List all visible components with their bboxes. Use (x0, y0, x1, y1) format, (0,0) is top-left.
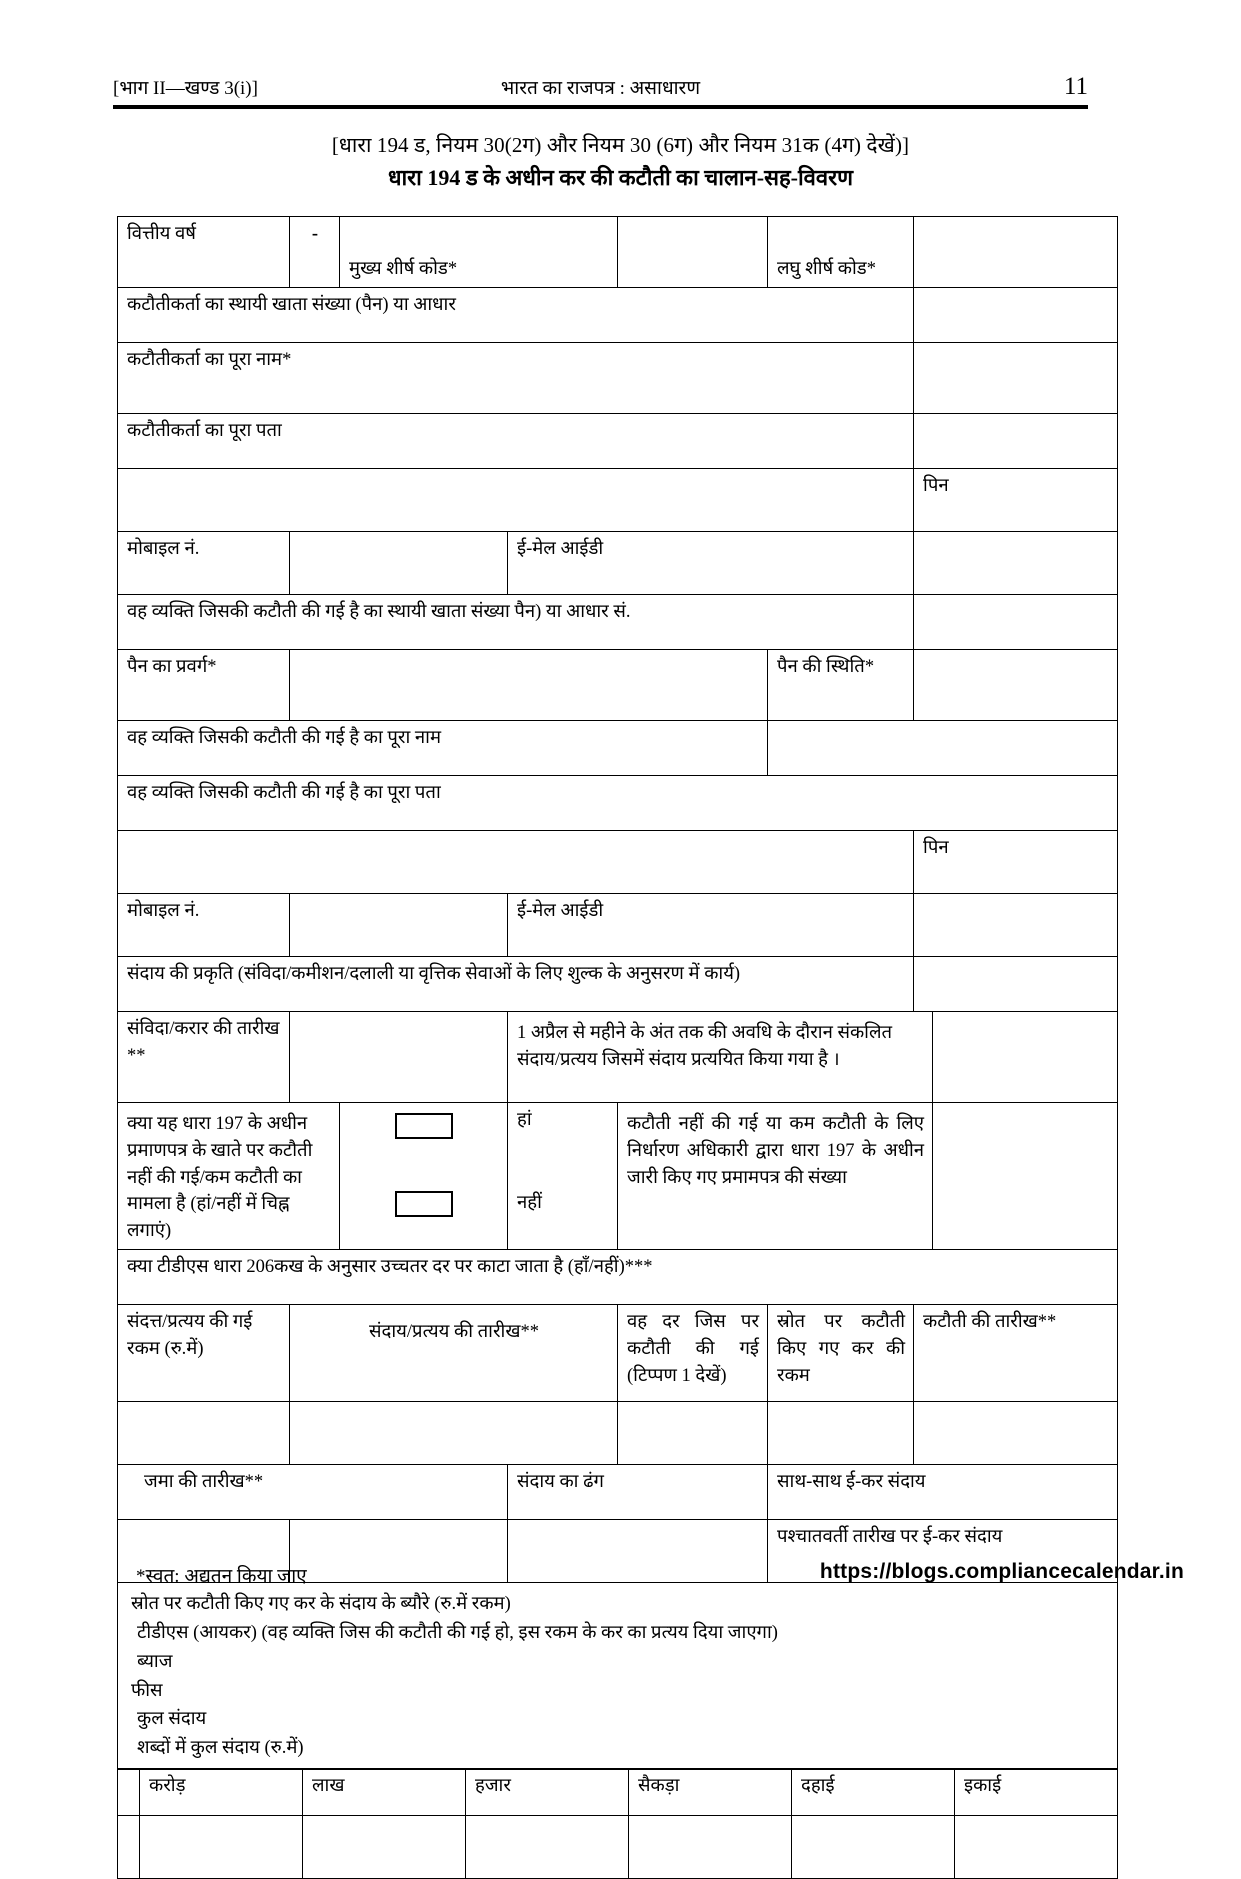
contract-date-input[interactable] (290, 1012, 508, 1103)
denomination-input-thousand[interactable] (466, 1816, 629, 1879)
denomination-header-tens: दहाई (792, 1769, 955, 1816)
sec197-cert-number-label: कटौती नहीं की गई या कम कटौती के लिए निर्धारण अधिकारी द्वारा धारा 197 के अधीन जारी किए गए प्रमामपत्र की संख्या (618, 1103, 933, 1250)
row-deductee-contact (118, 894, 1118, 957)
denomination-input-units[interactable] (955, 1816, 1118, 1879)
rate-tax-amount-input[interactable] (768, 1402, 914, 1465)
aggregate-payment-label: 1 अप्रैल से महीने के अंत तक की अवधि के दौरान संकलित संदाय/प्रत्यय जिसमें संदाय प्रत्ययित किया गया है । (508, 1012, 933, 1103)
header-divider-rule (113, 105, 1088, 109)
deductee-address-label: वह व्यक्ति जिसकी कटौती की गई है का पूरा पता (118, 776, 1118, 831)
deductor-name-label: कटौतीकर्ता का पूरा नाम* (118, 343, 914, 414)
payment-details-heading: स्रोत पर कटौती किए गए कर के संदाय के ब्यौरे (रु.में रकम) (131, 1594, 511, 1615)
nature-of-payment-label: संदाय की प्रकृति (संविदा/कमीशन/दलाली या वृत्तिक सेवाओं के लिए शुल्क के अनुसरण में कार्य) (118, 957, 914, 1012)
denomination-input-crore[interactable] (140, 1816, 303, 1879)
deductee-email-input[interactable] (914, 894, 1118, 957)
row-pan-category-status (118, 650, 1118, 721)
detail-line-interest: ब्याज (137, 1651, 173, 1672)
deductee-pan-input[interactable] (914, 595, 1118, 650)
sec206ab-label: क्या टीडीएस धारा 206कख के अनुसार उच्चतर दर पर काटा जाता है (हाँ/नहीं)*** (118, 1250, 1118, 1305)
sec197-checkbox-group (340, 1103, 508, 1250)
row-rate-table-values (118, 1402, 1118, 1465)
nature-of-payment-input[interactable] (914, 957, 1118, 1012)
denomination-header-lakh: लाख (303, 1769, 466, 1816)
deductor-email-label: ई-मेल आईडी (508, 532, 914, 595)
row-deductor-name (118, 343, 1118, 414)
deductor-address-input[interactable] (914, 414, 1118, 469)
row-deductee-pan (118, 595, 1118, 650)
rate-col-payment-date-header: संदाय/प्रत्यय की तारीख** (290, 1305, 618, 1402)
payment-mode-input[interactable] (508, 1520, 768, 1583)
rate-col-deduction-date-header: कटौती की तारीख** (914, 1305, 1118, 1402)
contract-date-label: संविदा/करार की तारीख ** (118, 1012, 290, 1103)
detail-line-tds: टीडीएस (आयकर) (वह व्यक्ति जिस की कटौती की गई हो, इस रकम के कर का प्रत्यय दिया जाएगा) (137, 1622, 778, 1643)
deductor-mobile-input[interactable] (290, 532, 508, 595)
denomination-header-hundred: सैकड़ा (629, 1769, 792, 1816)
deductor-pan-label: कटौतीकर्ता का स्थायी खाता संख्या (पैन) या आधार (118, 288, 914, 343)
sec197-cert-number-input[interactable] (933, 1103, 1118, 1250)
row-section197-question (118, 1103, 1118, 1250)
form-reference-line: [धारा 194 ड, नियम 30(2ग) और नियम 30 (6ग) और नियम 31क (4ग) देखें)] (331, 133, 910, 157)
deductor-name-input[interactable] (914, 343, 1118, 414)
row-deductor-pan (118, 288, 1118, 343)
rate-deduction-date-input[interactable] (914, 1402, 1118, 1465)
page-header (113, 74, 1088, 100)
amount-denomination-table (117, 1768, 1118, 1879)
deductee-pin-label: पिन (914, 831, 1118, 894)
denomination-header-crore: करोड़ (140, 1769, 303, 1816)
row-payment-details-block (118, 1583, 1118, 1770)
detail-line-total-in-words: शब्दों में कुल संदाय (रु.में) (137, 1738, 304, 1759)
deposit-date-input-2[interactable] (290, 1520, 508, 1583)
minor-head-code-input[interactable] (914, 217, 1118, 288)
header-part-section: [भाग II—खण्ड 3(i)] (113, 78, 258, 99)
deductee-name-input[interactable] (768, 721, 1118, 776)
minor-head-code-label: लघु शीर्ष कोड* (768, 217, 914, 288)
deductor-address-line2-input[interactable] (118, 469, 914, 532)
deductee-mobile-label: मोबाइल नं. (118, 894, 290, 957)
row-deductor-contact (118, 532, 1118, 595)
detail-line-fees: फीस (131, 1680, 163, 1701)
rate-col-tax-amount-header: स्रोत पर कटौती किए गए कर की रकम (768, 1305, 914, 1402)
denomination-input-tens[interactable] (792, 1816, 955, 1879)
subsequent-etax-label: पश्चातवर्ती तारीख पर ई-कर संदाय (768, 1520, 1118, 1583)
deductor-address-label: कटौतीकर्ता का पूरा पता (118, 414, 914, 469)
deductor-pin-label: पिन (914, 469, 1118, 532)
payment-details-container (118, 1583, 1118, 1770)
rate-rate-input[interactable] (618, 1402, 768, 1465)
row-contract-date-aggregate (118, 1012, 1118, 1103)
denomination-header-thousand: हजार (466, 1769, 629, 1816)
challan-form-table (117, 216, 1117, 1879)
detail-line-total-payment: कुल संदाय (137, 1709, 207, 1730)
denomination-header-units: इकाई (955, 1769, 1118, 1816)
simultaneous-etax-label: साथ-साथ ई-कर संदाय (768, 1465, 1118, 1520)
header-gazette-title: भारत का राजपत्र : असाधारण (500, 78, 701, 99)
pan-status-input[interactable] (914, 650, 1118, 721)
pan-status-label: पैन की स्थिति* (768, 650, 914, 721)
row-nature-of-payment (118, 957, 1118, 1012)
row-deductee-name (118, 721, 1118, 776)
deductee-email-label: ई-मेल आईडी (508, 894, 914, 957)
deductee-address-line2-input[interactable] (118, 831, 914, 894)
deductor-email-input[interactable] (914, 532, 1118, 595)
no-label: नहीं (517, 1192, 542, 1213)
deposit-date-label: जमा की तारीख** (118, 1465, 508, 1520)
denomination-input-lakh[interactable] (303, 1816, 466, 1879)
source-url: https://blogs.compliancecalendar.in (819, 1560, 1184, 1583)
year-separator: - (290, 217, 340, 288)
sec197-question-label: क्या यह धारा 197 के अधीन प्रमाणपत्र के खाते पर कटौती नहीं की गई/कम कटौती का मामला है (हां/नहीं में चिह्न लगाएं) (118, 1103, 340, 1250)
row-deductor-address (118, 414, 1118, 469)
footnote-auto-update: *स्वत: अद्यतन किया जाए (136, 1566, 307, 1587)
sec197-yes-no-labels (508, 1103, 618, 1250)
aggregate-payment-input[interactable] (933, 1012, 1118, 1103)
rate-payment-date-input[interactable] (290, 1402, 618, 1465)
row-section206ab (118, 1250, 1118, 1305)
rate-col-amount-paid-header: संदत्त/प्रत्यय की गई रकम (रु.में) (118, 1305, 290, 1402)
deductee-name-label: वह व्यक्ति जिसकी कटौती की गई है का पूरा नाम (118, 721, 768, 776)
deductee-pan-label: वह व्यक्ति जिसकी कटौती की गई है का स्थायी खाता संख्या पैन) या आधार सं. (118, 595, 914, 650)
row-financial-year (118, 217, 1118, 288)
rate-col-rate-header: वह दर जिस पर कटौती की गई (टिप्पण 1 देखें) (618, 1305, 768, 1402)
pan-category-input[interactable] (290, 650, 768, 721)
yes-label: हां (517, 1110, 532, 1130)
denomination-input-hundred[interactable] (629, 1816, 792, 1879)
denomination-header-row (118, 1769, 1118, 1816)
sec197-yes-checkbox[interactable] (395, 1113, 453, 1139)
row-deposit-date (118, 1465, 1118, 1520)
rate-amount-paid-input[interactable] (118, 1402, 290, 1465)
denomination-value-row (118, 1816, 1118, 1879)
row-deductor-pin (118, 469, 1118, 532)
denomination-value-spacer (118, 1816, 140, 1879)
row-deductee-pin (118, 831, 1118, 894)
major-head-code-label: मुख्य शीर्ष कोड* (340, 217, 618, 288)
page-title: धारा 194 ड के अधीन कर की कटौती का चालान-सह-विवरण (387, 165, 854, 190)
financial-year-label: वित्तीय वर्ष (118, 217, 290, 288)
sec197-no-checkbox[interactable] (395, 1191, 453, 1217)
deductor-mobile-label: मोबाइल नं. (118, 532, 290, 595)
deductee-mobile-input[interactable] (290, 894, 508, 957)
payment-mode-label: संदाय का ढंग (508, 1465, 768, 1520)
pan-category-label: पैन का प्रवर्ग* (118, 650, 290, 721)
major-head-code-input[interactable] (618, 217, 768, 288)
page-number: 11 (1063, 73, 1088, 100)
row-rate-table-headers (118, 1305, 1118, 1402)
denomination-spacer (118, 1769, 140, 1816)
deductor-pan-input[interactable] (914, 288, 1118, 343)
row-deductee-address (118, 776, 1118, 831)
